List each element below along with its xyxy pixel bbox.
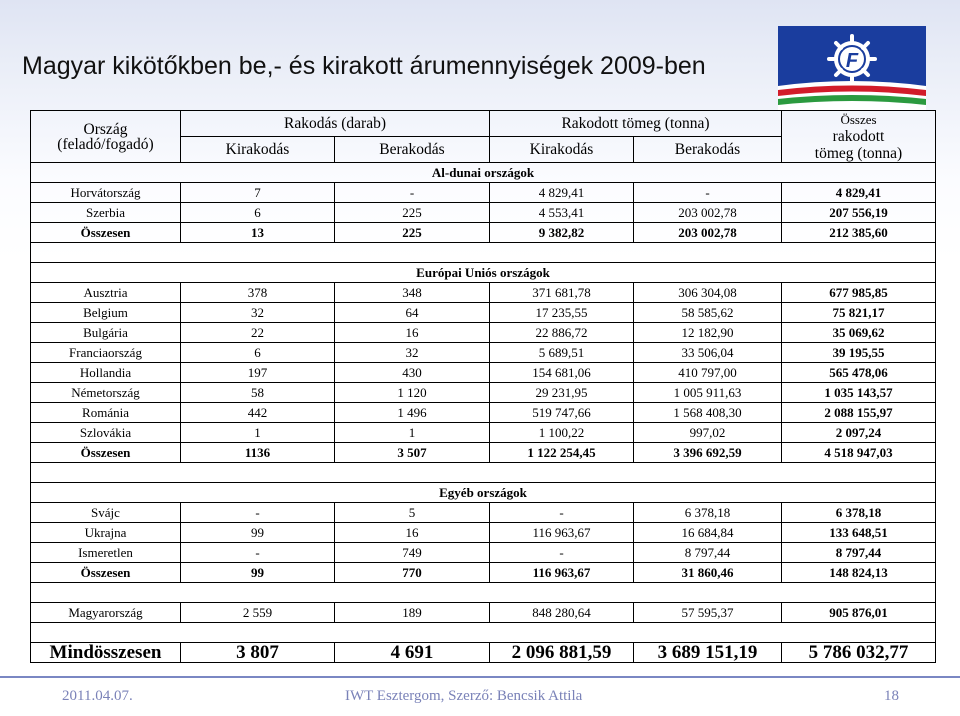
value-cell: 203 002,78: [634, 203, 782, 223]
section-title: Egyéb országok: [31, 483, 936, 503]
header-row-1: [31, 111, 936, 137]
value-cell: 2 559: [181, 603, 335, 623]
table-row: [31, 283, 936, 303]
value-cell: -: [490, 543, 634, 563]
value-cell: 33 506,04: [634, 343, 782, 363]
value-cell: 35 069,62: [782, 323, 936, 343]
country-header: Ország (feladó/fogadó): [31, 111, 181, 163]
country-cell: Ismeretlen: [31, 543, 181, 563]
value-cell: 22 886,72: [490, 323, 634, 343]
country-cell: Mindösszesen: [31, 643, 181, 663]
value-cell: 1 496: [335, 403, 490, 423]
value-cell: -: [490, 503, 634, 523]
value-cell: 565 478,06: [782, 363, 936, 383]
spacer-row: [31, 243, 936, 263]
value-cell: 154 681,06: [490, 363, 634, 383]
subtotal-row: [31, 223, 936, 243]
table-row: [31, 383, 936, 403]
table-row: [31, 503, 936, 523]
footer-divider: [0, 676, 960, 678]
value-cell: 749: [335, 543, 490, 563]
value-cell: -: [335, 183, 490, 203]
spacer-cell: [31, 623, 936, 643]
value-cell: 770: [335, 563, 490, 583]
value-cell: 5: [335, 503, 490, 523]
svg-text:F: F: [845, 50, 859, 72]
value-cell: 16 684,84: [634, 523, 782, 543]
value-cell: 4 691: [335, 643, 490, 663]
value-cell: 5 689,51: [490, 343, 634, 363]
company-logo: [778, 26, 926, 110]
value-cell: 8 797,44: [782, 543, 936, 563]
table-row: [31, 303, 936, 323]
country-cell: Ausztria: [31, 283, 181, 303]
value-cell: 430: [335, 363, 490, 383]
value-cell: 9 382,82: [490, 223, 634, 243]
country-cell: Szerbia: [31, 203, 181, 223]
value-cell: 6 378,18: [782, 503, 936, 523]
value-cell: 1 122 254,45: [490, 443, 634, 463]
value-cell: 99: [181, 563, 335, 583]
value-cell: 133 648,51: [782, 523, 936, 543]
value-cell: 16: [335, 523, 490, 543]
value-cell: 2 096 881,59: [490, 643, 634, 663]
value-cell: 5 786 032,77: [782, 643, 936, 663]
country-cell: Magyarország: [31, 603, 181, 623]
table-row: [31, 183, 936, 203]
kirakodas-weight-header: Kirakodás: [490, 137, 634, 163]
value-cell: 225: [335, 203, 490, 223]
value-cell: 2 097,24: [782, 423, 936, 443]
value-cell: 7: [181, 183, 335, 203]
value-cell: 225: [335, 223, 490, 243]
value-cell: 1 568 408,30: [634, 403, 782, 423]
table-row: [31, 343, 936, 363]
country-cell: Ukrajna: [31, 523, 181, 543]
value-cell: 64: [335, 303, 490, 323]
spacer-cell: [31, 243, 936, 263]
value-cell: 58 585,62: [634, 303, 782, 323]
value-cell: 1 100,22: [490, 423, 634, 443]
footer-author: IWT Esztergom, Szerző: Bencsik Attila: [345, 688, 583, 704]
value-cell: 1: [335, 423, 490, 443]
value-cell: 348: [335, 283, 490, 303]
total-header: Összes rakodott tömeg (tonna): [782, 111, 936, 163]
country-cell: Belgium: [31, 303, 181, 323]
value-cell: 4 553,41: [490, 203, 634, 223]
value-cell: 17 235,55: [490, 303, 634, 323]
value-cell: 57 595,37: [634, 603, 782, 623]
value-cell: 6 378,18: [634, 503, 782, 523]
country-cell: Hollandia: [31, 363, 181, 383]
value-cell: 378: [181, 283, 335, 303]
value-cell: 677 985,85: [782, 283, 936, 303]
value-cell: 32: [335, 343, 490, 363]
value-cell: 12 182,90: [634, 323, 782, 343]
spacer-row: [31, 623, 936, 643]
country-cell: Németország: [31, 383, 181, 403]
value-cell: 197: [181, 363, 335, 383]
grand-total-row: [31, 643, 936, 663]
value-cell: 1 120: [335, 383, 490, 403]
value-cell: 116 963,67: [490, 563, 634, 583]
value-cell: 22: [181, 323, 335, 343]
value-cell: 99: [181, 523, 335, 543]
value-cell: 519 747,66: [490, 403, 634, 423]
country-cell: Románia: [31, 403, 181, 423]
country-cell: Bulgária: [31, 323, 181, 343]
value-cell: 75 821,17: [782, 303, 936, 323]
value-cell: 148 824,13: [782, 563, 936, 583]
value-cell: 905 876,01: [782, 603, 936, 623]
value-cell: 3 689 151,19: [634, 643, 782, 663]
value-cell: 4 829,41: [782, 183, 936, 203]
value-cell: 2 088 155,97: [782, 403, 936, 423]
country-cell: Horvátország: [31, 183, 181, 203]
value-cell: 29 231,95: [490, 383, 634, 403]
value-cell: 6: [181, 203, 335, 223]
value-cell: 207 556,19: [782, 203, 936, 223]
value-cell: 1 005 911,63: [634, 383, 782, 403]
value-cell: 116 963,67: [490, 523, 634, 543]
value-cell: 997,02: [634, 423, 782, 443]
section-title-row: [31, 163, 936, 183]
section-title: Európai Uniós országok: [31, 263, 936, 283]
section-title: Al-dunai országok: [31, 163, 936, 183]
table-row: [31, 543, 936, 563]
value-cell: 212 385,60: [782, 223, 936, 243]
value-cell: 442: [181, 403, 335, 423]
value-cell: 58: [181, 383, 335, 403]
subtotal-row: [31, 563, 936, 583]
table-row: [31, 523, 936, 543]
cargo-table: [30, 110, 936, 663]
value-cell: -: [181, 503, 335, 523]
country-cell: Összesen: [31, 563, 181, 583]
value-cell: 1 035 143,57: [782, 383, 936, 403]
section-title-row: [31, 263, 936, 283]
spacer-cell: [31, 463, 936, 483]
value-cell: 8 797,44: [634, 543, 782, 563]
country-cell: Svájc: [31, 503, 181, 523]
table-row: [31, 203, 936, 223]
value-cell: 3 807: [181, 643, 335, 663]
value-cell: -: [181, 543, 335, 563]
ship-wheel-icon: [829, 36, 875, 82]
berakodas-weight-header: Berakodás: [634, 137, 782, 163]
value-cell: 203 002,78: [634, 223, 782, 243]
value-cell: 189: [335, 603, 490, 623]
rakodas-darab-header: Rakodás (darab): [181, 111, 490, 137]
value-cell: 1136: [181, 443, 335, 463]
value-cell: 1: [181, 423, 335, 443]
subtotal-row: [31, 443, 936, 463]
value-cell: 6: [181, 343, 335, 363]
spacer-row: [31, 583, 936, 603]
value-cell: 306 304,08: [634, 283, 782, 303]
spacer-row: [31, 463, 936, 483]
footer-date: 2011.04.07.: [62, 688, 133, 704]
value-cell: 3 396 692,59: [634, 443, 782, 463]
section-title-row: [31, 483, 936, 503]
table-row: [31, 403, 936, 423]
footer-page-number: 18: [884, 688, 899, 704]
country-cell: Összesen: [31, 443, 181, 463]
table-row: [31, 363, 936, 383]
spacer-cell: [31, 583, 936, 603]
rakodott-tomeg-header: Rakodott tömeg (tonna): [490, 111, 782, 137]
value-cell: 3 507: [335, 443, 490, 463]
value-cell: 16: [335, 323, 490, 343]
table-row: [31, 323, 936, 343]
value-cell: 371 681,78: [490, 283, 634, 303]
kirakodas-count-header: Kirakodás: [181, 137, 335, 163]
value-cell: 4 518 947,03: [782, 443, 936, 463]
value-cell: 32: [181, 303, 335, 323]
hungary-row: [31, 603, 936, 623]
value-cell: 39 195,55: [782, 343, 936, 363]
value-cell: 848 280,64: [490, 603, 634, 623]
value-cell: 13: [181, 223, 335, 243]
berakodas-count-header: Berakodás: [335, 137, 490, 163]
value-cell: 4 829,41: [490, 183, 634, 203]
page-title: Magyar kikötőkben be,- és kirakott árumennyiségek 2009-ben: [22, 52, 706, 80]
value-cell: 31 860,46: [634, 563, 782, 583]
value-cell: 410 797,00: [634, 363, 782, 383]
country-cell: Szlovákia: [31, 423, 181, 443]
country-cell: Összesen: [31, 223, 181, 243]
table-row: [31, 423, 936, 443]
value-cell: -: [634, 183, 782, 203]
country-cell: Franciaország: [31, 343, 181, 363]
